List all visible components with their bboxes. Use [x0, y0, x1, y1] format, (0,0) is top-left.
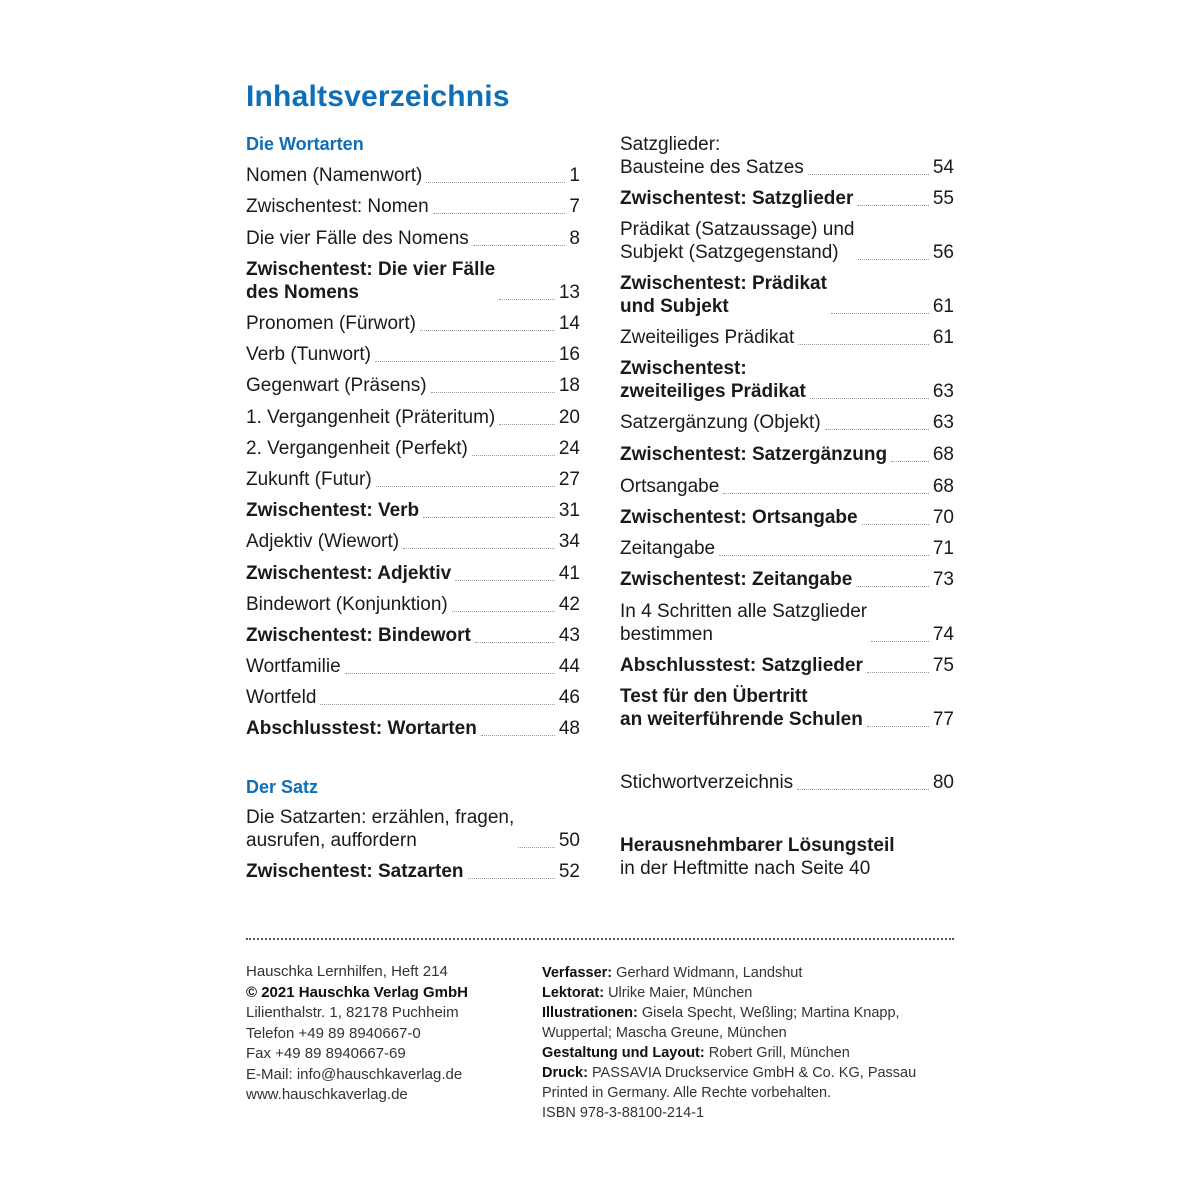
dot-leader — [810, 398, 929, 399]
dot-leader — [719, 555, 929, 556]
dot-leader — [472, 455, 555, 456]
toc-entry-label: Zwischentest: Nomen — [246, 196, 429, 217]
section-heading-satz: Der Satz — [246, 777, 319, 797]
toc-entry — [620, 475, 954, 498]
toc-entry-page: 63 — [932, 381, 954, 402]
toc-entry — [246, 562, 580, 585]
toc-entry-label: 1. Vergangenheit (Präteritum) — [246, 407, 496, 428]
imprint-fax: Fax +49 89 8940667-69 — [246, 1045, 406, 1062]
dot-leader — [857, 205, 929, 206]
toc-entry-page: 8 — [569, 228, 580, 249]
imprint — [246, 962, 468, 1106]
toc-entry — [246, 593, 580, 616]
dot-leader — [468, 878, 555, 879]
credits — [542, 963, 954, 1123]
toc-entry — [246, 860, 580, 883]
toc-entry — [246, 258, 580, 304]
toc-entry-label: Wortfamilie — [246, 656, 341, 677]
toc-entry-label: Zwischentest: Bindewort — [246, 625, 471, 646]
toc-entry-page: 56 — [932, 242, 954, 263]
dot-leader — [475, 642, 555, 643]
imprint-email: E-Mail: info@hauschkaverlag.de — [246, 1065, 463, 1083]
solutions-note — [620, 834, 895, 880]
toc-entry — [620, 187, 954, 210]
dot-leader — [423, 517, 555, 518]
toc-entry-page: 44 — [558, 656, 580, 677]
toc-entry-page: 31 — [558, 500, 580, 521]
dot-leader — [431, 392, 555, 393]
toc-entry-label: Test für den Übertritt an weiterführende Schulen — [620, 686, 863, 730]
toc-entry — [620, 411, 954, 434]
dot-leader — [375, 361, 555, 362]
toc-entry-page: 18 — [558, 375, 580, 396]
imprint-series: Hauschka Lernhilfen, Heft 214 — [246, 963, 448, 980]
credit-rights: Printed in Germany. Alle Rechte vorbehalten. — [542, 1085, 832, 1101]
toc-entry — [620, 600, 954, 646]
solutions-note-text: in der Heftmitte nach Seite 40 — [620, 858, 871, 879]
toc-entry-page: 68 — [932, 444, 954, 465]
toc-entry-label: Gegenwart (Präsens) — [246, 375, 427, 396]
divider — [246, 938, 954, 940]
toc-entry-page: 48 — [558, 718, 580, 739]
section-heading-wortarten: Die Wortarten — [246, 134, 364, 154]
toc-entry-label: 2. Vergangenheit (Perfekt) — [246, 438, 468, 459]
dot-leader — [867, 672, 929, 673]
toc-entry-page: 1 — [569, 165, 580, 186]
toc-entry — [246, 624, 580, 647]
toc-entry-page: 42 — [558, 594, 580, 615]
toc-entry — [620, 133, 954, 179]
toc-entry-label: Zwischentest: Die vier Fälle des Nomens — [246, 259, 496, 303]
toc-entry — [246, 806, 580, 852]
toc-entry-page: 34 — [558, 531, 580, 552]
toc-entry — [246, 343, 580, 366]
toc-entry-page: 61 — [932, 296, 954, 317]
toc-entry — [620, 771, 954, 794]
toc-entry-page: 77 — [932, 709, 954, 730]
toc-entry-label: Wortfeld — [246, 687, 317, 708]
dot-leader — [831, 313, 929, 314]
toc-entry-page: 20 — [558, 407, 580, 428]
toc-entry-page: 61 — [932, 327, 954, 348]
toc-entry-page: 41 — [558, 563, 580, 584]
toc-entry-page: 43 — [558, 625, 580, 646]
dot-leader — [426, 182, 565, 183]
toc-entry-label: Satzglieder: Bausteine des Satzes — [620, 134, 804, 178]
dot-leader — [403, 548, 555, 549]
credit-print: Druck: PASSAVIA Druckservice GmbH & Co. KG, Passau — [542, 1065, 917, 1081]
page-title: Inhaltsverzeichnis — [246, 80, 510, 113]
dot-leader — [723, 493, 929, 494]
dot-leader — [862, 524, 929, 525]
toc-entry-page: 68 — [932, 476, 954, 497]
toc-entry — [620, 685, 954, 731]
toc-entry — [246, 195, 580, 218]
toc-entry-label: Die vier Fälle des Nomens — [246, 228, 469, 249]
toc-entry-label: Abschlusstest: Wortarten — [246, 718, 477, 739]
toc-entry — [246, 655, 580, 678]
dot-leader — [433, 213, 566, 214]
toc-entry-label: Adjektiv (Wiewort) — [246, 531, 400, 552]
toc-entry — [246, 468, 580, 491]
toc-entry-page: 54 — [932, 157, 954, 178]
toc-entry-label: Zwischentest: Zeitangabe — [620, 569, 853, 590]
toc-entry-label: Zwischentest: Verb — [246, 500, 420, 521]
toc-entry-label: Stichwortverzeichnis — [620, 772, 794, 793]
toc-entry-label: Ortsangabe — [620, 476, 720, 497]
imprint-web: www.hauschkaverlag.de — [246, 1086, 408, 1103]
toc-entry-page: 80 — [932, 772, 954, 793]
toc-entry-label: Zwischentest: Ortsangabe — [620, 507, 858, 528]
toc-entry-label: Nomen (Namenwort) — [246, 165, 423, 186]
toc-entry-label: Prädikat (Satzaussage) und Subjekt (Satzgegenstand) — [620, 219, 855, 263]
toc-entry-label: Satzergänzung (Objekt) — [620, 412, 821, 433]
dot-leader — [856, 586, 929, 587]
credit-author: Verfasser: Gerhard Widmann, Landshut — [542, 965, 803, 981]
credit-illustrations: Illustrationen: Gisela Specht, Weßling; Martina Knapp, — [542, 1005, 900, 1021]
toc-entry — [620, 357, 954, 403]
dot-leader — [452, 611, 555, 612]
toc-entry — [620, 654, 954, 677]
dot-leader — [420, 330, 555, 331]
toc-entry-page: 63 — [932, 412, 954, 433]
dot-leader — [499, 424, 555, 425]
toc-entry-page: 16 — [558, 344, 580, 365]
toc-entry-label: Verb (Tunwort) — [246, 344, 371, 365]
toc-entry-page: 70 — [932, 507, 954, 528]
toc-entry-page: 52 — [558, 861, 580, 882]
dot-leader — [376, 486, 555, 487]
toc-entry — [620, 443, 954, 466]
dot-leader — [473, 245, 566, 246]
toc-entry — [246, 499, 580, 522]
toc-entry — [246, 530, 580, 553]
imprint-phone: Telefon +49 89 8940667-0 — [246, 1024, 421, 1042]
toc-entry-page: 13 — [558, 282, 580, 303]
dot-leader — [871, 641, 929, 642]
toc-entry-label: Zwischentest: Satzarten — [246, 861, 464, 882]
toc-entry-page: 7 — [569, 196, 580, 217]
toc-entry-page: 71 — [932, 538, 954, 559]
toc-entry-page: 46 — [558, 687, 580, 708]
credit-illustrations-cont: Wuppertal; Mascha Greune, München — [542, 1025, 787, 1041]
toc-entry-label: Zwischentest: zweiteiliges Prädikat — [620, 358, 806, 402]
toc-entry-label: Zwischentest: Satzergänzung — [620, 444, 888, 465]
imprint-address: Lilienthalstr. 1, 82178 Puchheim — [246, 1004, 459, 1021]
dot-leader — [481, 735, 555, 736]
toc-entry-page: 50 — [558, 830, 580, 851]
toc-entry — [246, 312, 580, 335]
toc-entry — [246, 717, 580, 740]
dot-leader — [798, 344, 929, 345]
dot-leader — [345, 673, 555, 674]
toc-entry — [620, 272, 954, 318]
credit-isbn: ISBN 978-3-88100-214-1 — [542, 1105, 705, 1121]
toc-entry-label: Die Satzarten: erzählen, fragen, ausrufen, auffordern — [246, 807, 515, 851]
dot-leader — [867, 726, 929, 727]
toc-entry — [246, 227, 580, 250]
toc-entry-page: 27 — [558, 469, 580, 490]
dot-leader — [455, 580, 555, 581]
dot-leader — [518, 847, 555, 848]
toc-entry-page: 24 — [558, 438, 580, 459]
solutions-note-title: Herausnehmbarer Lösungsteil — [620, 835, 895, 856]
dot-leader — [858, 259, 928, 260]
toc-entry-label: Zukunft (Futur) — [246, 469, 372, 490]
toc-entry-page: 55 — [932, 188, 954, 209]
toc-entry — [246, 374, 580, 397]
toc-entry-label: Zwischentest: Adjektiv — [246, 563, 452, 584]
toc-entry-page: 74 — [932, 624, 954, 645]
dot-leader — [320, 704, 554, 705]
credit-design: Gestaltung und Layout: Robert Grill, München — [542, 1045, 850, 1061]
toc-entry-page: 73 — [932, 569, 954, 590]
toc-entry — [620, 568, 954, 591]
toc-entry — [246, 164, 580, 187]
toc-entry — [246, 437, 580, 460]
toc-entry-label: Abschlusstest: Satzglieder — [620, 655, 863, 676]
dot-leader — [825, 429, 929, 430]
dot-leader — [808, 174, 929, 175]
toc-entry — [246, 686, 580, 709]
toc-entry-label: Zwischentest: Satzglieder — [620, 188, 854, 209]
toc-entry-label: Zwischentest: Prädikat und Subjekt — [620, 273, 827, 317]
toc-entry — [620, 537, 954, 560]
toc-entry — [246, 406, 580, 429]
dot-leader — [891, 461, 929, 462]
toc-entry-label: Zweiteiliges Prädikat — [620, 327, 795, 348]
credit-editor: Lektorat: Ulrike Maier, München — [542, 985, 753, 1001]
dot-leader — [499, 299, 555, 300]
toc-entry-label: Pronomen (Fürwort) — [246, 313, 416, 334]
toc-entry-page: 14 — [558, 313, 580, 334]
toc-entry-label: Zeitangabe — [620, 538, 716, 559]
toc-entry — [620, 326, 954, 349]
toc-entry-page: 75 — [932, 655, 954, 676]
toc-entry-label: In 4 Schritten alle Satzglieder bestimmen — [620, 601, 868, 645]
imprint-copyright: © 2021 Hauschka Verlag GmbH — [246, 983, 468, 1001]
dot-leader — [797, 789, 929, 790]
toc-entry — [620, 218, 954, 264]
toc-entry-label: Bindewort (Konjunktion) — [246, 594, 448, 615]
toc-entry — [620, 506, 954, 529]
